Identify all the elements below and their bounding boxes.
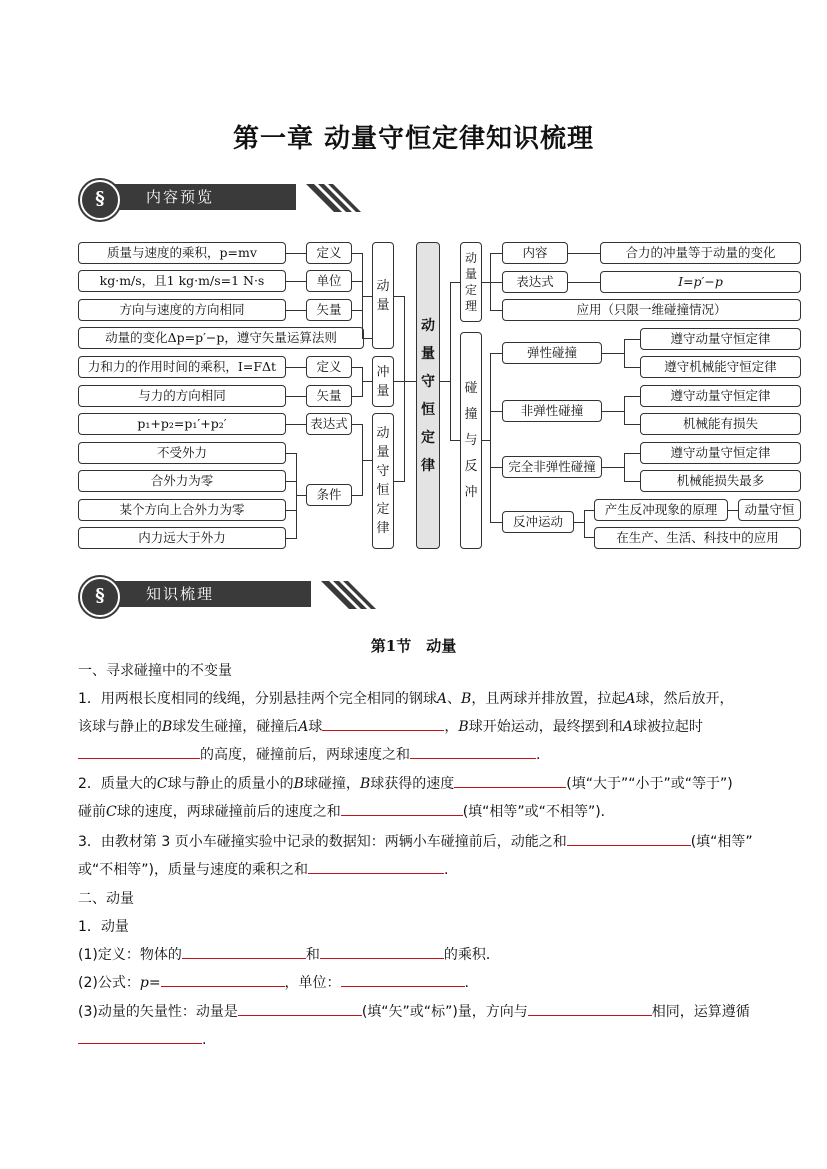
- vector-line: (3)动量的矢量性：动量是 (填“矢”或“标”)量，方向与 相同，运算遵循: [78, 998, 768, 1026]
- map-item: 质量与速度的乘积，p=mv: [78, 242, 286, 264]
- map-item: 动量的变化Δp=p′−p，遵守矢量运算法则: [78, 327, 364, 349]
- map-collision-type: 非弹性碰撞: [502, 400, 602, 422]
- answer-blank[interactable]: [161, 970, 285, 987]
- map-group-impulse: 冲量: [372, 356, 394, 407]
- banner-label: 内容预览: [108, 184, 296, 210]
- map-collision-type: 弹性碰撞: [502, 342, 602, 364]
- question-3-line-2: 或“不相等”)，质量与速度的乘积之和 .: [78, 856, 768, 884]
- map-group-collision: 碰撞与反冲: [460, 332, 482, 549]
- map-attr: 表达式: [306, 413, 352, 435]
- formula-line: (2)公式：p= ，单位： .: [78, 969, 768, 997]
- map-collision-result: 遵守动量守恒定律: [640, 328, 801, 350]
- map-collision-result: 遵守动量守恒定律: [640, 385, 801, 407]
- answer-blank[interactable]: [410, 742, 536, 759]
- map-collision-type: 完全非弹性碰撞: [502, 456, 602, 478]
- map-group-conservation: 动量守恒定律: [372, 413, 394, 549]
- answer-blank[interactable]: [182, 942, 306, 959]
- map-item: 内力远大于外力: [78, 527, 286, 549]
- answer-blank[interactable]: [238, 999, 362, 1016]
- map-recoil-item: 在生产、生活、科技中的应用: [594, 527, 801, 549]
- section-logo-icon: §: [80, 180, 120, 220]
- map-theorem-item: 内容: [502, 242, 568, 264]
- map-item: 与力的方向相同: [78, 385, 286, 407]
- vector-line-2: .: [78, 1026, 768, 1054]
- question-1-line-3: 的高度，碰撞前后，两球速度之和 .: [78, 741, 768, 769]
- answer-blank[interactable]: [320, 942, 444, 959]
- answer-blank[interactable]: [78, 1027, 202, 1044]
- map-item: 力和力的作用时间的乘积，I=FΔt: [78, 356, 286, 378]
- banner-knowledge: [80, 577, 300, 613]
- banner-label: 知识梳理: [108, 581, 311, 607]
- section-logo-icon: §: [80, 577, 120, 617]
- answer-blank[interactable]: [567, 829, 691, 846]
- map-collision-result: 机械能损失最多: [640, 470, 801, 492]
- banner-content-preview: [80, 180, 285, 216]
- heading-1: 一、寻求碰撞中的不变量: [78, 663, 232, 679]
- answer-blank[interactable]: [322, 714, 444, 731]
- map-item: 某个方向上合外力为零: [78, 499, 286, 521]
- question-1-line-1: 1．用两根长度相同的线绳，分别悬挂两个完全相同的钢球A、B，且两球并排放置，拉起A球，然后放开，: [78, 691, 734, 707]
- question-2-line-1: 2．质量大的C球与静止的质量小的B球碰撞，B球获得的速度 (填“大于”“小于”或“等于”): [78, 770, 768, 798]
- subheading: 1．动量: [78, 919, 129, 935]
- answer-blank[interactable]: [454, 771, 566, 788]
- map-attr: 定义: [306, 242, 352, 264]
- map-item: p₁+p₂=p₁′+p₂′: [78, 413, 286, 435]
- map-theorem-value: 合力的冲量等于动量的变化: [600, 242, 801, 264]
- map-attr: 条件: [306, 484, 352, 506]
- stripes-icon: [321, 581, 381, 609]
- map-recoil-item: 产生反冲现象的原理: [594, 499, 728, 521]
- answer-blank[interactable]: [78, 742, 200, 759]
- map-theorem-item: 表达式: [502, 271, 568, 293]
- map-item: 不受外力: [78, 442, 286, 464]
- question-3-line-1: 3．由教材第 3 页小车碰撞实验中记录的数据知：两辆小车碰撞前后，动能之和 (填“相等”: [78, 828, 768, 856]
- map-recoil-principle: 动量守恒: [738, 499, 801, 521]
- map-center: 动量守恒定律: [416, 242, 440, 549]
- stripes-icon: [306, 184, 366, 212]
- answer-blank[interactable]: [341, 799, 463, 816]
- heading-2: 二、动量: [78, 891, 134, 907]
- map-item: 合外力为零: [78, 470, 286, 492]
- map-item: kg·m/s，且1 kg·m/s=1 N·s: [78, 270, 286, 292]
- map-attr: 矢量: [306, 385, 352, 407]
- map-collision-result: 遵守动量守恒定律: [640, 442, 801, 464]
- definition-line: (1)定义：物体的 和 的乘积．: [78, 941, 768, 969]
- section-heading: 第1节 动量: [370, 637, 457, 655]
- map-item: 方向与速度的方向相同: [78, 299, 286, 321]
- map-attr: 矢量: [306, 299, 352, 321]
- map-collision-type: 反冲运动: [502, 511, 574, 533]
- question-2-line-2: 碰前C球的速度，两球碰撞前后的速度之和 (填“相等”或“不相等”)．: [78, 798, 768, 826]
- map-theorem-item: 应用（只限一维碰撞情况）: [502, 299, 801, 321]
- answer-blank[interactable]: [528, 999, 652, 1016]
- map-attr: 定义: [306, 356, 352, 378]
- answer-blank[interactable]: [341, 970, 465, 987]
- question-1-line-2: 该球与静止的B球发生碰撞，碰撞后A球 ，B球开始运动，最终摆到和A球被拉起时: [78, 713, 768, 741]
- page-title: 第一章 动量守恒定律知识梳理: [232, 124, 595, 154]
- map-group-theorem: 动量定理: [460, 242, 482, 322]
- answer-blank[interactable]: [308, 857, 444, 874]
- map-group-momentum: 动量: [372, 242, 394, 349]
- map-theorem-value: I=p′−p: [600, 271, 801, 293]
- map-attr: 单位: [306, 270, 352, 292]
- map-collision-result: 机械能有损失: [640, 413, 801, 435]
- map-collision-result: 遵守机械能守恒定律: [640, 356, 801, 378]
